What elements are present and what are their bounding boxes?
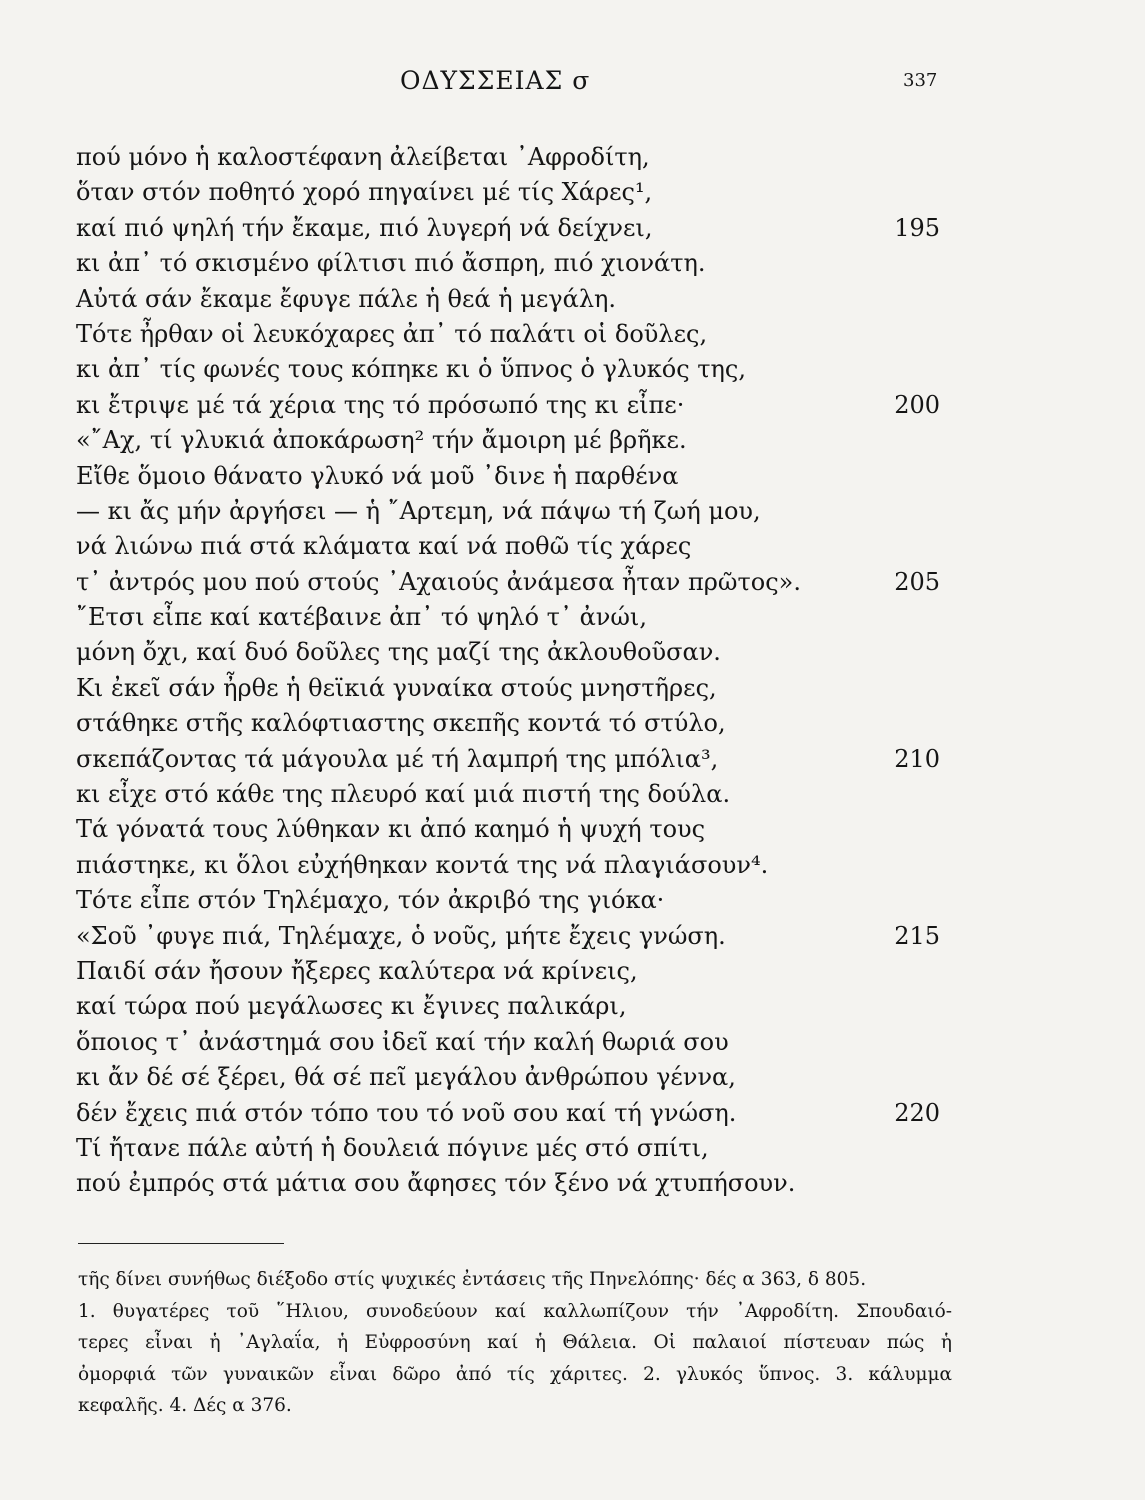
verse-line: [76, 1166, 956, 1201]
verse-text: τ᾿ ἀντρός μου πού στούς ᾿Αχαιούς ἀνάμεσα ἦταν πρῶτος».: [76, 567, 801, 596]
verse-line: [76, 494, 956, 529]
footnotes: [78, 1264, 952, 1422]
verse-text: πιάστηκε, κι ὅλοι εὐχήθηκαν κοντά της νά πλαγιάσουν⁴.: [76, 850, 769, 879]
line-number: 200: [894, 390, 940, 419]
verse-line: [76, 565, 956, 600]
footnote-divider: [78, 1243, 284, 1244]
verse-text: ὅποιος τ᾿ ἀνάστημά σου ἰδεῖ καί τήν καλή θωριά σου: [76, 1027, 729, 1056]
verse-line: [76, 388, 956, 423]
page-title: ΟΔΥΣΣΕΙΑΣ σ: [400, 66, 591, 95]
verse-line: [76, 1025, 956, 1060]
verse-line: [76, 777, 956, 812]
line-number: 215: [894, 921, 940, 950]
verse-line: [76, 671, 956, 706]
verse-text: πού μόνο ἡ καλοστέφανη ἀλείβεται ᾿Αφροδίτη,: [76, 143, 650, 171]
verse-line: [76, 989, 956, 1024]
verse-text: νά λιώνω πιά στά κλάματα καί νά ποθῶ τίς χάρες: [76, 532, 692, 561]
line-number: 210: [894, 744, 940, 773]
footnote-line: 1. θυγατέρες τοῦ ῞Ηλιου, συνοδεύουν καί καλλωπίζουν τήν ᾿Αφροδίτη. Σπουδαιό-: [78, 1300, 952, 1322]
verse-line: [76, 529, 956, 564]
footnote-continuation: τῆς δίνει συνήθως διέξοδο στίς ψυχικές ἐντάσεις τῆς Πηνελόπης· δές α 363, δ 805.: [78, 1269, 867, 1290]
verse-line: [76, 352, 956, 387]
verse-text: Τί ἤτανε πάλε αὐτή ἡ δουλειά πόγινε μές στό σπίτι,: [76, 1133, 709, 1162]
verse-line: [76, 1060, 956, 1095]
verse-line: [76, 423, 956, 458]
verse-line: [76, 1096, 956, 1131]
verse-line: [76, 742, 956, 777]
verse-text: καί τώρα πού μεγάλωσες κι ἔγινες παλικάρι,: [76, 992, 627, 1021]
verse-text: καί πιό ψηλή τήν ἔκαμε, πιό λυγερή νά δείχνει,: [76, 213, 653, 242]
verse-line: [76, 459, 956, 494]
verse-line: [76, 246, 956, 281]
verse-block: [76, 140, 956, 1202]
verse-text: Κι ἐκεῖ σάν ἦρθε ἡ θεϊκιά γυναίκα στούς μνηστῆρες,: [76, 673, 717, 702]
line-number: 220: [894, 1098, 940, 1127]
line-number: 205: [894, 567, 940, 596]
verse-line: [76, 317, 956, 352]
verse-text: δέν ἔχεις πιά στόν τόπο του τό νοῦ σου καί τή γνώση.: [76, 1098, 737, 1127]
verse-text: Εἴθε ὅμοιο θάνατο γλυκό νά μοῦ ᾿δινε ἡ παρθένα: [76, 461, 679, 490]
verse-text: κι ἀπ᾿ τίς φωνές τους κόπηκε κι ὁ ὕπνος ὁ γλυκός της,: [76, 355, 746, 384]
verse-text: σκεπάζοντας τά μάγουλα μέ τή λαμπρή της μπόλια³,: [76, 744, 719, 773]
verse-text: Τότε ἦρθαν οἱ λευκόχαρες ἀπ᾿ τό παλάτι οἱ δοῦλες,: [76, 319, 708, 348]
verse-text: στάθηκε στῆς καλόφτιαστης σκεπῆς κοντά τό στύλο,: [76, 709, 726, 738]
verse-line: [76, 175, 956, 210]
verse-text: Τότε εἶπε στόν Τηλέμαχο, τόν ἀκριβό της γιόκα·: [76, 886, 665, 915]
verse-line: [76, 635, 956, 670]
footnote-line: κεφαλῆς. 4. Δές α 376.: [78, 1395, 292, 1417]
verse-text: κι ἔτριψε μέ τά χέρια της τό πρόσωπό της κι εἶπε·: [76, 390, 685, 419]
line-number: 195: [894, 213, 940, 242]
verse-line: [76, 211, 956, 246]
verse-text: Παιδί σάν ἤσουν ἤξερες καλύτερα νά κρίνεις,: [76, 956, 638, 985]
footnote-line: τερες εἶναι ἡ ᾿Αγλαΐα, ἡ Εὐφροσύνη καί ἡ Θάλεια. Οἱ παλαιοί πίστευαν πώς ἡ: [78, 1332, 952, 1354]
verse-line: [76, 954, 956, 989]
verse-text: ῎Ετσι εἶπε καί κατέβαινε ἀπ᾿ τό ψηλό τ᾿ ἀνώι,: [76, 603, 647, 632]
verse-line: [76, 883, 956, 918]
verse-text: Αὐτά σάν ἔκαμε ἔφυγε πάλε ἡ θεά ἡ μεγάλη.: [76, 284, 617, 313]
verse-text: «῎Αχ, τί γλυκιά ἀποκάρωση² τήν ἄμοιρη μέ βρῆκε.: [76, 426, 687, 455]
verse-text: μόνη ὄχι, καί δυό δοῦλες της μαζί της ἀκλουθοῦσαν.: [76, 638, 721, 667]
page-number: 337: [903, 70, 938, 91]
verse-text: κι ἀπ᾿ τό σκισμένο φίλτισι πιό ἄσπρη, πιό χιονάτη.: [76, 249, 706, 278]
verse-text: κι εἶχε στό κάθε της πλευρό καί μιά πιστή της δούλα.: [76, 780, 731, 809]
verse-line: [76, 600, 956, 635]
verse-line: [76, 848, 956, 883]
verse-text: πού ἐμπρός στά μάτια σου ἄφησες τόν ξένο νά χτυπήσουν.: [76, 1169, 796, 1198]
verse-text: — κι ἄς μήν ἀργήσει — ἡ ῎Αρτεμη, νά πάψω τή ζωή μου,: [76, 496, 761, 525]
verse-text: Τά γόνατά τους λύθηκαν κι ἀπό καημό ἡ ψυχή τους: [76, 815, 706, 844]
verse-line: [76, 1131, 956, 1166]
verse-line: [76, 706, 956, 741]
verse-line: [76, 812, 956, 847]
verse-text: κι ἄν δέ σέ ξέρει, θά σέ πεῖ μεγάλου ἀνθρώπου γέννα,: [76, 1063, 736, 1092]
verse-line: [76, 282, 956, 317]
verse-line: [76, 919, 956, 954]
verse-line: [76, 140, 956, 175]
verse-text: «Σοῦ ᾿φυγε πιά, Τηλέμαχε, ὁ νοῦς, μήτε ἔχεις γνώση.: [76, 921, 726, 950]
footnote-line: ὀμορφιά τῶν γυναικῶν εἶναι δῶρο ἀπό τίς χάριτες. 2. γλυκός ὕπνος. 3. κάλυμμα: [78, 1363, 952, 1385]
verse-text: ὅταν στόν ποθητό χορό πηγαίνει μέ τίς Χάρες¹,: [76, 178, 653, 207]
